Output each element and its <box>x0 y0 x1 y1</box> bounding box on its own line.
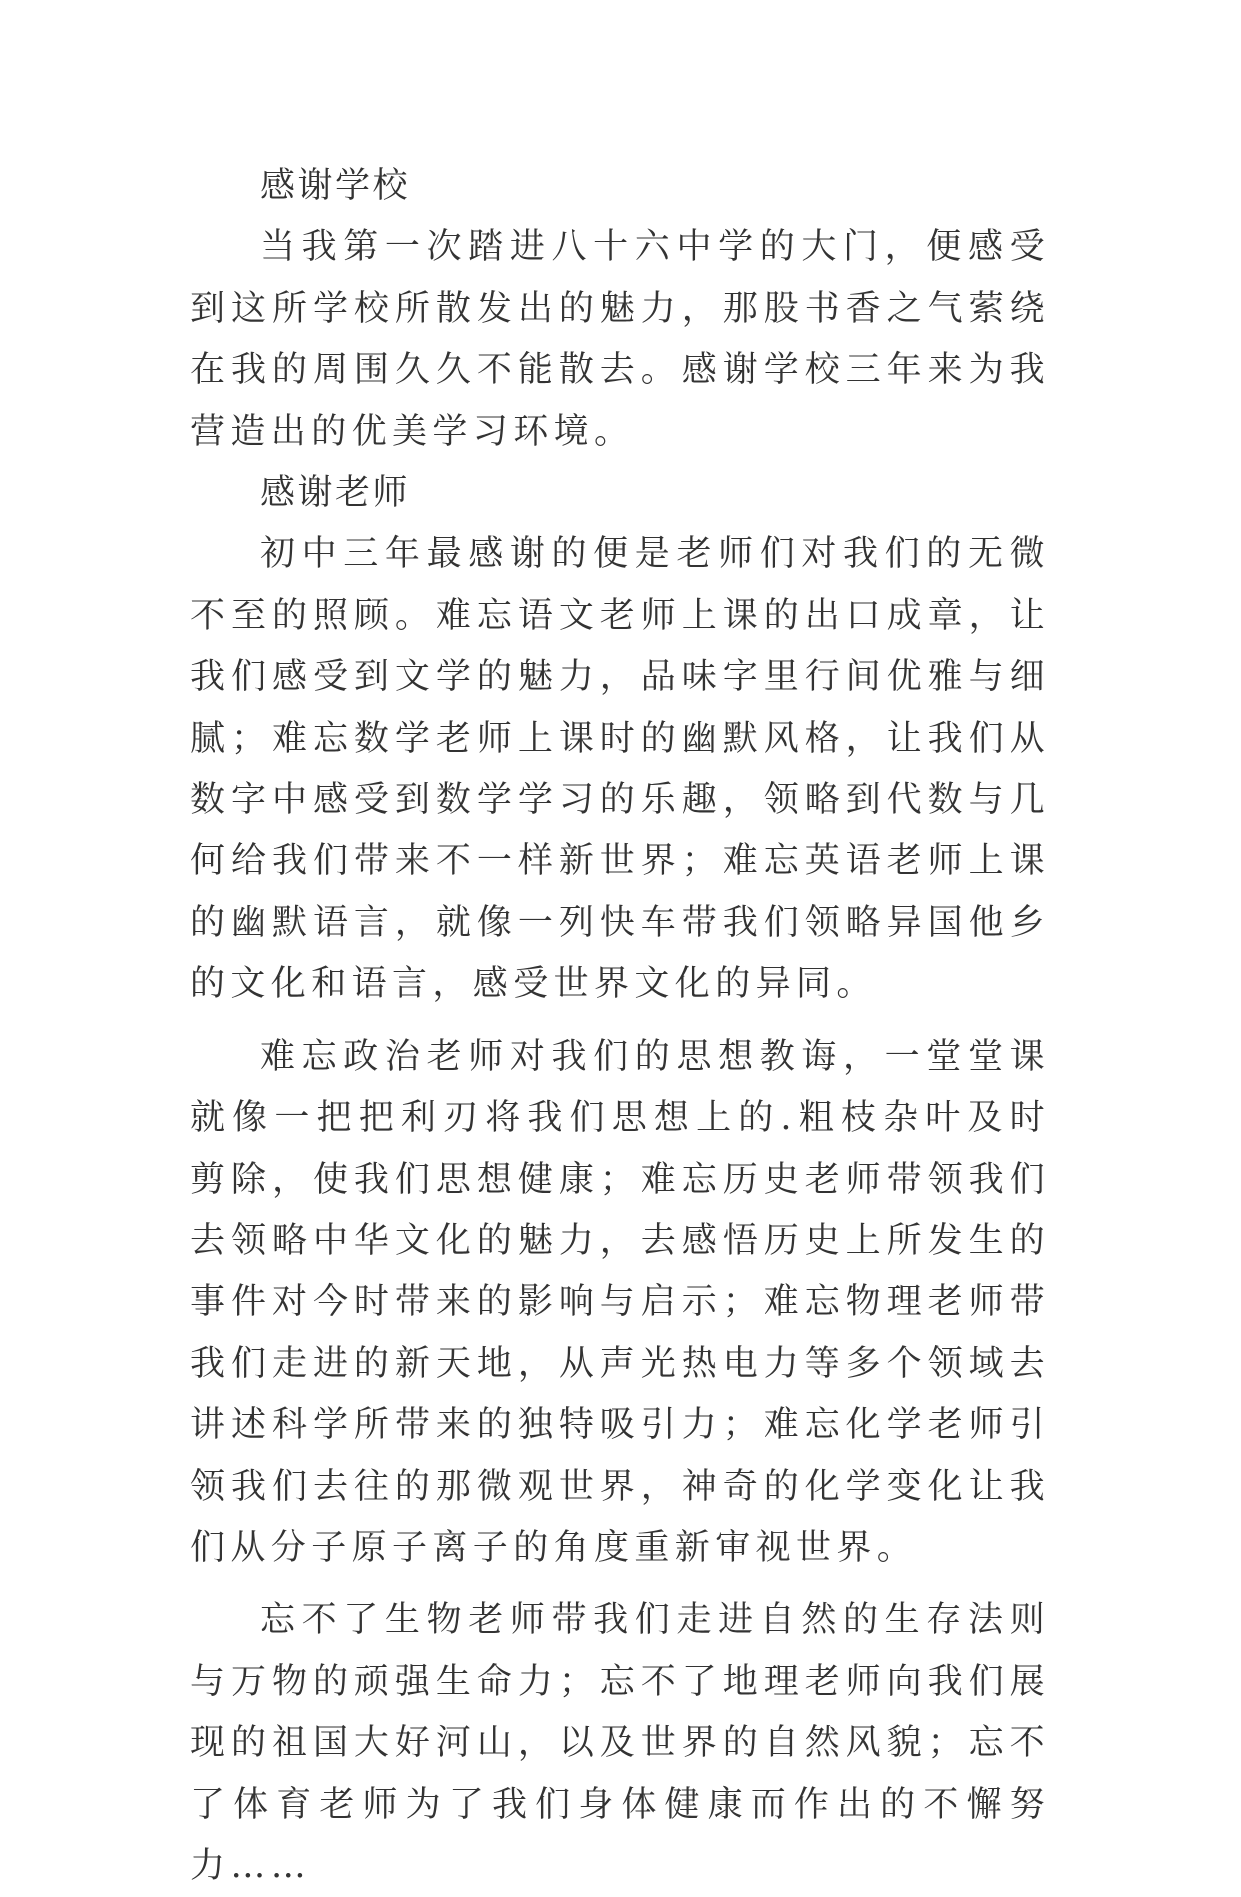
paragraph-teachers-1: 初中三年最感谢的便是老师们对我们的无微不至的照顾。难忘语文老师上课的出口成章，让我们感受到文学的魅力，品味字里行间优雅与细腻；难忘数学老师上课时的幽默风格，让我们从数字中感受到数学学习的乐趣，领略到代数与几何给我们带来不一样新世界；难忘英语老师上课的幽默语言，就像一列快车带我们领略异国他乡的文化和语言，感受世界文化的异同。 <box>190 534 1050 1005</box>
section-heading-school: 感谢学校 <box>260 166 411 206</box>
document-body <box>190 156 1050 1897</box>
document-page <box>190 0 1050 1886</box>
paragraph-teachers-3: 忘不了生物老师带我们走进自然的生存法则与万物的顽强生命力；忘不了地理老师向我们展现的祖国大好河山，以及世界的自然风貌；忘不了体育老师为了我们身体健康而作出的不懈努力…… <box>190 1600 1050 1886</box>
section-heading-teachers: 感谢老师 <box>260 473 411 514</box>
paragraph-teachers-2: 难忘政治老师对我们的思想教诲，一堂堂课就像一把把利刃将我们思想上的.粗枝杂叶及时剪除，使我们思想健康；难忘历史老师带领我们去领略中华文化的魅力，去感悟历史上所发生的事件对今时带来的影响与启示；难忘物理老师带我们走进的新天地，从声光热电力等多个领域去讲述科学所带来的独特吸引力；难忘化学老师引领我们去往的那微观世界，神奇的化学变化让我们从分子原子离子的角度重新审视世界。 <box>190 1036 1050 1568</box>
paragraph-school: 当我第一次踏进八十六中学的大门，便感受到这所学校所散发出的魅力，那股书香之气萦绕在我的周围久久不能散去。感谢学校三年来为我营造出的优美学习环境。 <box>190 227 1050 452</box>
